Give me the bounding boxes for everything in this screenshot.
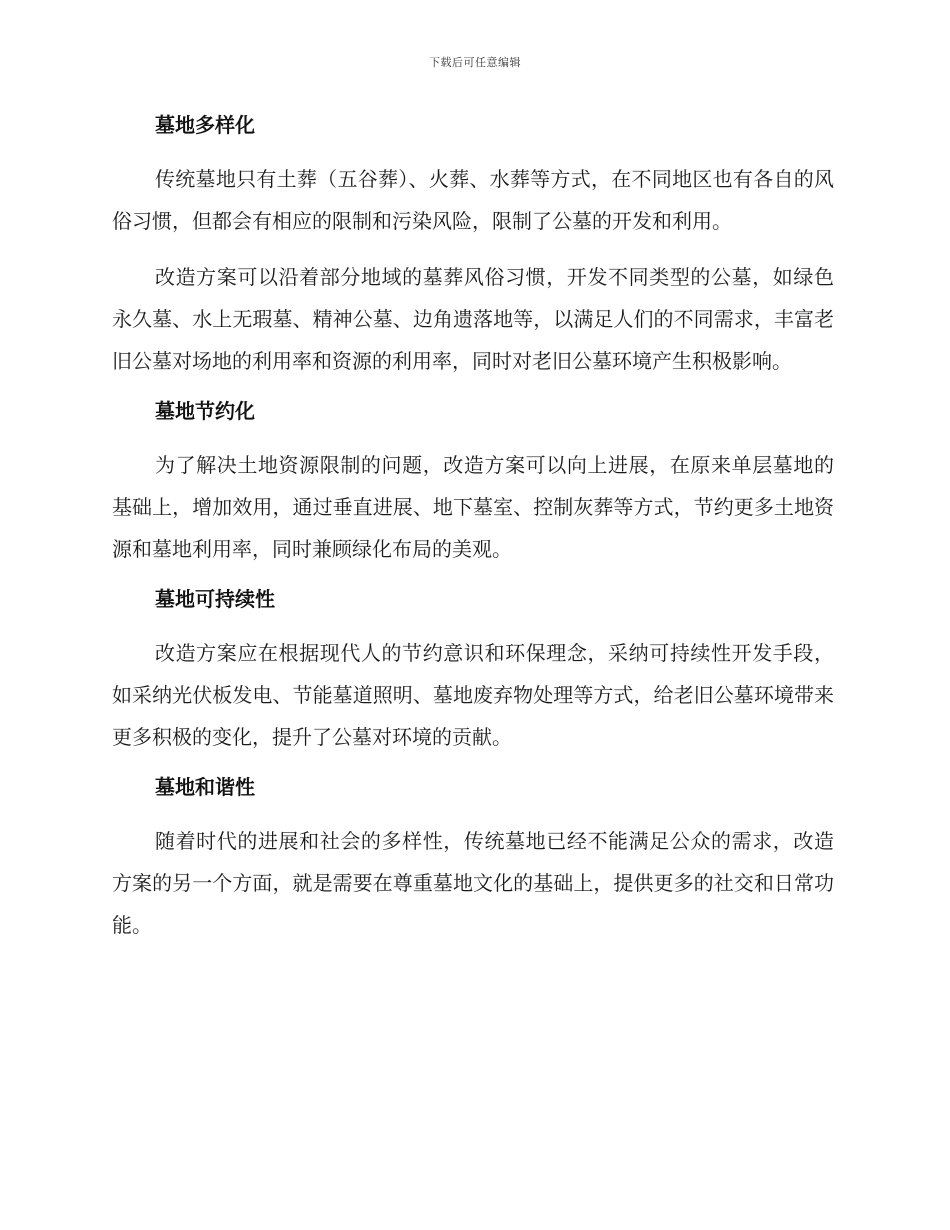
paragraph: 为了解决土地资源限制的问题，改造方案可以向上进展，在原来单层墓地的基础上，增加效用，通过垂直进展、地下墓室、控制灰葬等方式，节约更多土地资源和墓地利用率，同时兼顾绿化布局的美观。 bbox=[112, 453, 834, 561]
section-title: 墓地多样化 bbox=[155, 113, 255, 137]
section-diversification bbox=[112, 110, 834, 382]
paragraph: 随着时代的进展和社会的多样性，传统墓地已经不能满足公众的需求，改造方案的另一个方面，就是需要在尊重墓地文化的基础上，提供更多的社交和日常功能。 bbox=[112, 829, 834, 937]
section-harmony bbox=[112, 772, 834, 946]
paragraph: 改造方案可以沿着部分地域的墓葬风俗习惯，开发不同类型的公墓，如绿色永久墓、水上无瑕墓、精神公墓、边角遗落地等，以满足人们的不同需求，丰富老旧公墓对场地的利用率和资源的利用率，同时对老旧公墓环境产生积极影响。 bbox=[112, 265, 834, 373]
section-sustainability bbox=[112, 584, 834, 758]
section-title: 墓地节约化 bbox=[155, 399, 255, 423]
document-body bbox=[112, 110, 834, 960]
paragraph: 传统墓地只有土葬（五谷葬）、火葬、水葬等方式，在不同地区也有各自的风俗习惯，但都会有相应的限制和污染风险，限制了公墓的开发和利用。 bbox=[112, 167, 834, 233]
section-economization bbox=[112, 396, 834, 570]
paragraph: 改造方案应在根据现代人的节约意识和环保理念，采纳可持续性开发手段，如采纳光伏板发电、节能墓道照明、墓地废弃物处理等方式，给老旧公墓环境带来更多积极的变化，提升了公墓对环境的贡献。 bbox=[112, 641, 834, 749]
section-title: 墓地可持续性 bbox=[155, 587, 275, 611]
section-title: 墓地和谐性 bbox=[155, 775, 255, 799]
page-header: 下载后可任意编辑 bbox=[429, 56, 521, 69]
